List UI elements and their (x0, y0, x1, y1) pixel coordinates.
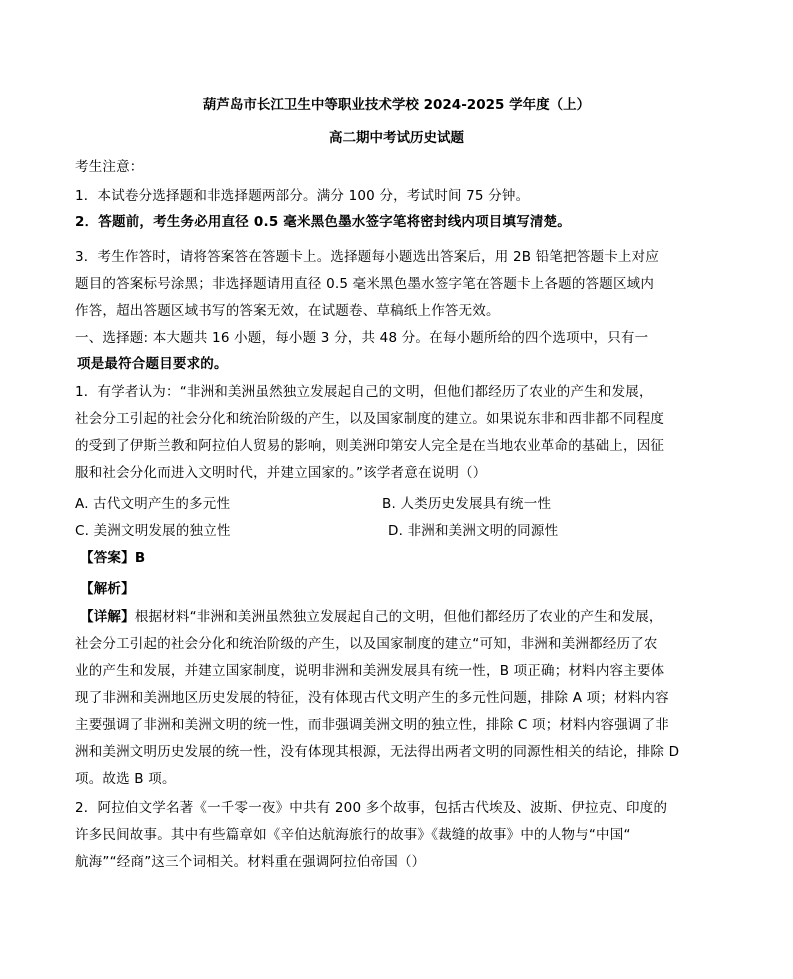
q1-stem-line-3: 的受到了伊斯兰教和阿拉伯人贸易的影响，则美洲印第安人完全是在当地农业革命的基础上，因征 (75, 438, 665, 454)
q2-stem-line-3: 航海”“经商”这三个词相关。材料重在强调阿拉伯帝国（） (75, 854, 426, 870)
section-1-intro-line-2: 项是最符合题目要求的。 (77, 356, 228, 372)
q1-option-b: B. 人类历史发展具有统一性 (382, 496, 552, 512)
answer-tag: 【答案】 (80, 550, 135, 566)
q1-detail-line-3: 业的产生和发展，并建立国家制度，说明非洲和美洲发展具有统一性，B 项正确；材料内容主要体 (75, 663, 665, 679)
notice-heading: 考生注意： (75, 159, 144, 175)
q1-answer (80, 549, 145, 567)
q1-detail-line-1 (80, 608, 663, 626)
q1-detail-line-4: 现了非洲和美洲地区历史发展的特征，没有体现古代文明产生的多元性问题，排除 A 项；材料内容 (75, 690, 669, 706)
q1-stem-line-1: 1．有学者认为：“非洲和美洲虽然独立发展起自己的文明，但他们都经历了农业的产生和发展， (75, 384, 653, 400)
notice-item-3-line-2: 题目的答案标号涂黑；非选择题请用直径 0.5 毫米黑色墨水签字笔在答题卡上各题的答题区域内 (75, 276, 655, 292)
notice-item-1: 1．本试卷分选择题和非选择题两部分。满分 100 分，考试时间 75 分钟。 (75, 188, 530, 204)
notice-item-2: 2．答题前，考生务必用直径 0.5 毫米黑色墨水签字笔将密封线内项目填写清楚。 (75, 214, 572, 230)
exam-title: 葫芦岛市长江卫生中等职业技术学校 2024-2025 学年度（上） (202, 97, 591, 113)
notice-item-3-line-1: 3．考生作答时，请将答案答在答题卡上。选择题每小题选出答案后，用 2B 铅笔把答题卡上对应 (75, 249, 660, 265)
q1-stem-line-2: 社会分工引起的社会分化和统治阶级的产生，以及国家制度的建立。如果说东非和西非都不同程度 (75, 411, 665, 427)
q2-stem-line-2: 许多民间故事。其中有些篇章如《辛伯达航海旅行的故事》《裁缝的故事》中的人物与“中国“ (75, 827, 631, 843)
detail-text-1: 根据材料“非洲和美洲虽然独立发展起自己的文明，但他们都经历了农业的产生和发展， (134, 609, 663, 625)
q1-stem-line-4: 服和社会分化而进入文明时代，并建立国家的。”该学者意在说明（） (75, 465, 487, 481)
q1-option-c: C. 美洲文明发展的独立性 (75, 523, 231, 539)
q1-analysis-tag (80, 580, 135, 598)
section-1-intro-line-1: 一、选择题: 本大题共 16 小题，每小题 3 分，共 48 分。在每小题所给的四个选项中，只有一 (75, 330, 649, 346)
q2-stem-line-1: 2．阿拉伯文学名著《一千零一夜》中共有 200 多个故事，包括古代埃及、波斯、伊拉克、印度的 (75, 800, 668, 816)
q1-detail-line-7: 项。故选 B 项。 (75, 771, 176, 787)
analysis-tag: 【解析】 (80, 581, 135, 597)
q1-option-d: D. 非洲和美洲文明的同源性 (388, 523, 559, 539)
detail-tag: 【详解】 (80, 609, 135, 625)
q1-detail-line-5: 主要强调了非洲和美洲文明的统一性，而非强调美洲文明的独立性，排除 C 项；材料内容强调了非 (75, 717, 670, 733)
exam-subtitle: 高二期中考试历史试题 (329, 130, 464, 146)
answer-value: B (134, 550, 146, 566)
q1-detail-line-2: 社会分工引起的社会分化和统治阶级的产生，以及国家制度的建立“可知，非洲和美洲都经历了农 (75, 636, 658, 652)
q1-detail-line-6: 洲和美洲文明历史发展的统一性，没有体现其根源，无法得出两者文明的同源性相关的结论，排除 D (75, 744, 680, 760)
notice-item-3-line-3: 作答，超出答题区域书写的答案无效，在试题卷、草稿纸上作答无效。 (75, 303, 500, 319)
q1-option-a: A. 古代文明产生的多元性 (75, 496, 231, 512)
